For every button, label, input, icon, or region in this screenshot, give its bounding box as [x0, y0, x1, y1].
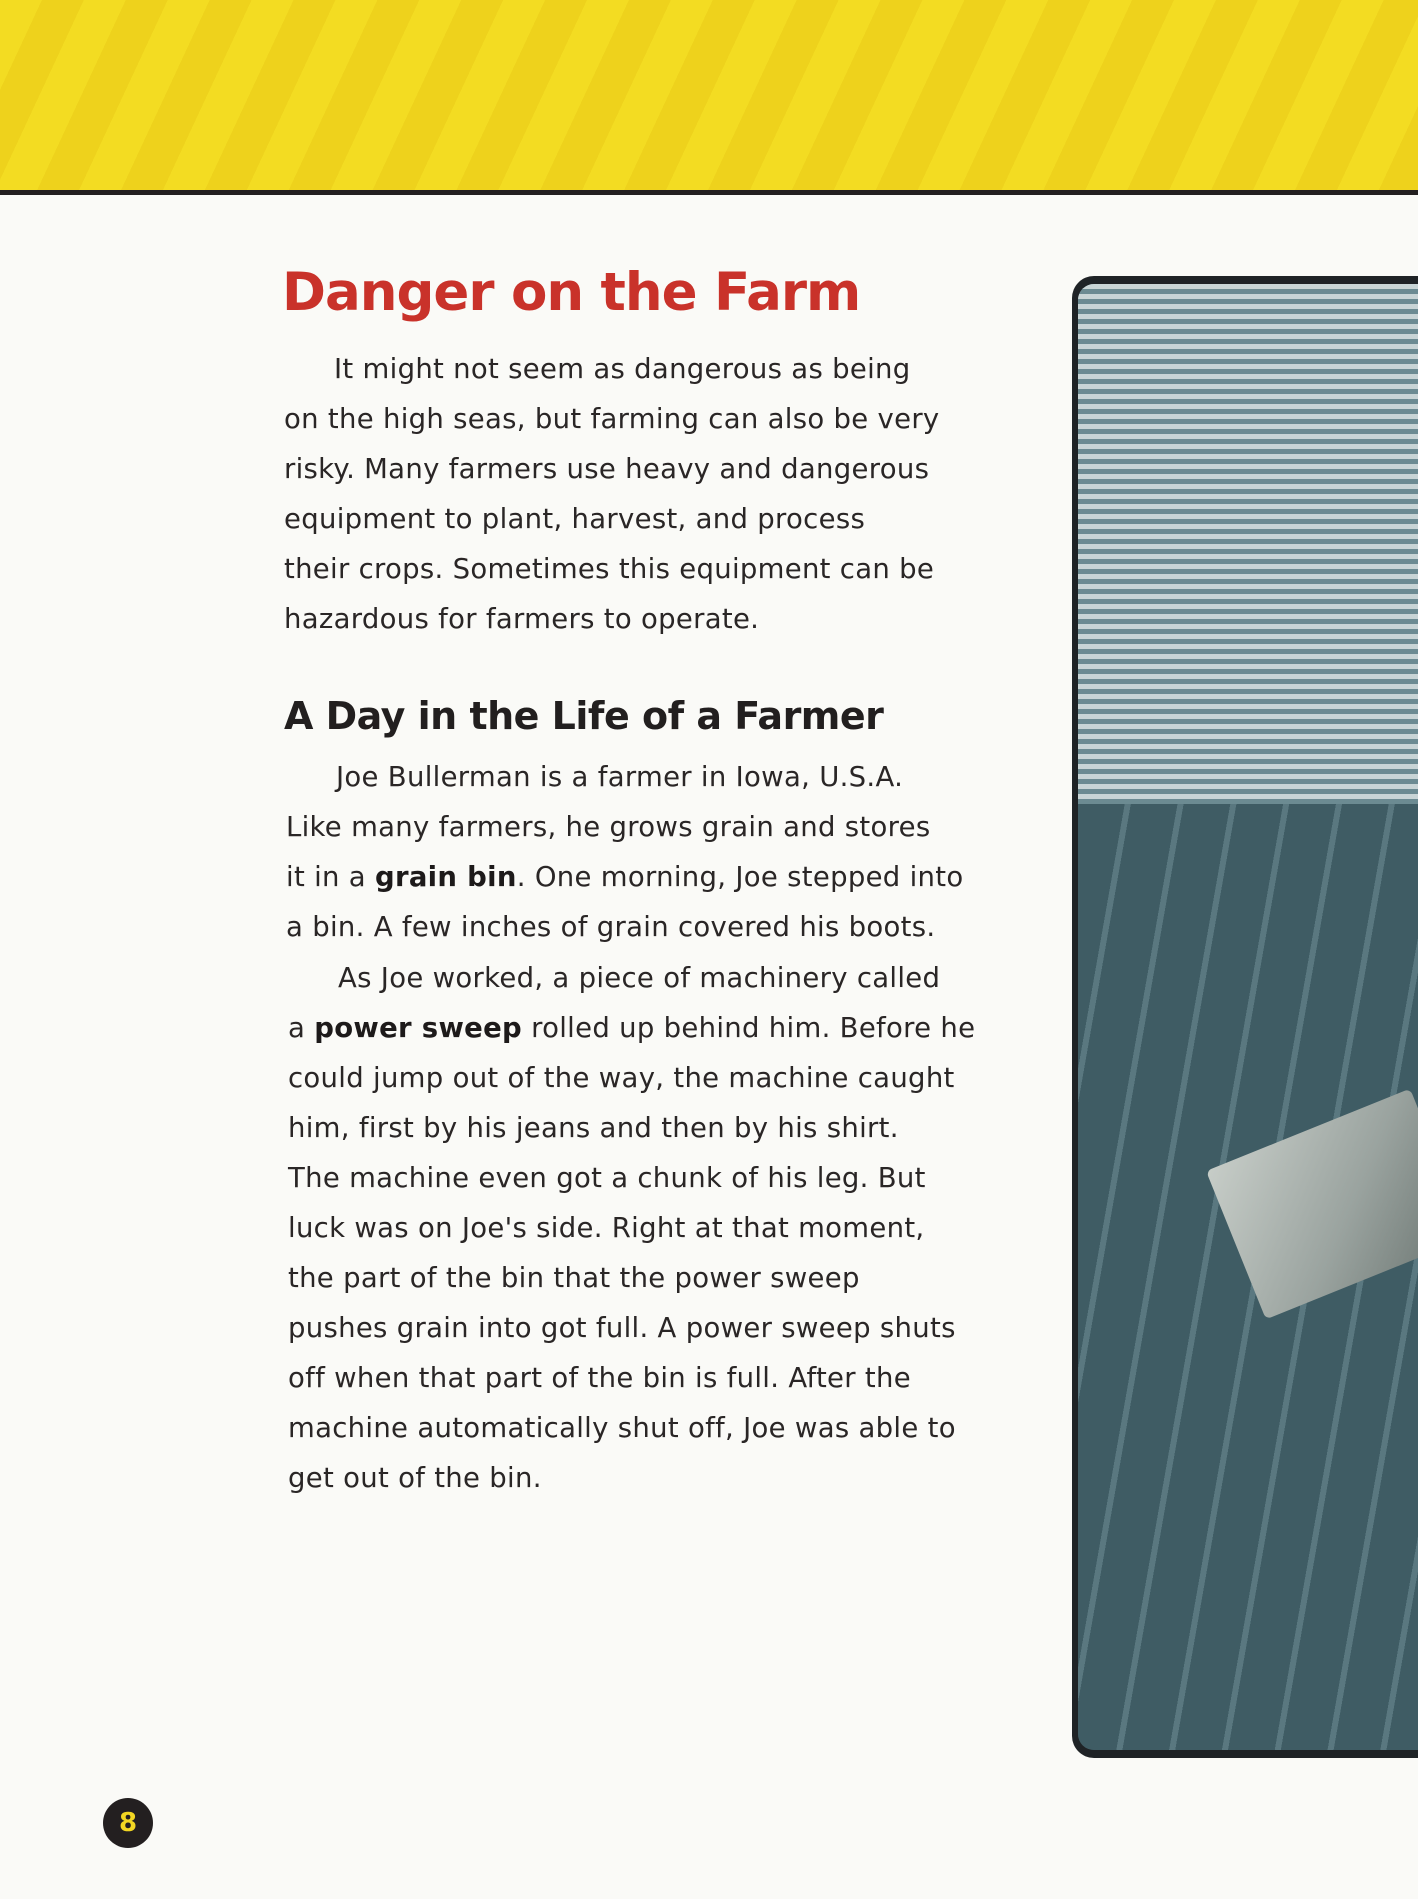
story-line: a bin. A few inches of grain covered his boots.	[286, 911, 936, 943]
intro-line: their crops. Sometimes this equipment can be	[284, 553, 935, 585]
page-number-badge: 8	[103, 1798, 153, 1848]
story-line: machine automatically shut off, Joe was able to	[288, 1412, 956, 1444]
story-line: get out of the bin.	[288, 1462, 542, 1494]
story-line: Joe Bullerman is a farmer in Iowa, U.S.A.	[336, 761, 904, 793]
story-line: luck was on Joe's side. Right at that moment,	[288, 1212, 925, 1244]
intro-line: on the high seas, but farming can also be very	[284, 403, 940, 435]
story-text: a	[288, 1012, 315, 1044]
story-paragraph-1	[286, 752, 963, 952]
bin-wall-corrugation	[1078, 284, 1418, 804]
intro-line: hazardous for farmers to operate.	[284, 603, 760, 635]
intro-line: It might not seem as dangerous as being	[334, 353, 911, 385]
grain-bin-photo	[1078, 284, 1418, 1750]
story-line: him, first by his jeans and then by his shirt.	[288, 1112, 899, 1144]
intro-line: equipment to plant, harvest, and process	[284, 503, 866, 535]
story-line	[288, 1003, 975, 1053]
story-line: off when that part of the bin is full. After the	[288, 1362, 911, 1394]
glossary-term-grain-bin: grain bin	[374, 861, 517, 893]
intro-line: risky. Many farmers use heavy and dangerous	[284, 453, 930, 485]
header-rule	[0, 190, 1418, 195]
story-line	[286, 852, 963, 902]
story-line: The machine even got a chunk of his leg. But	[288, 1162, 926, 1194]
story-text: . One morning, Joe stepped into	[516, 861, 964, 893]
top-yellow-band	[0, 0, 1418, 192]
story-paragraph-2	[288, 953, 975, 1503]
intro-paragraph	[284, 344, 940, 644]
story-line: could jump out of the way, the machine caught	[288, 1062, 955, 1094]
glossary-term-power-sweep: power sweep	[314, 1012, 523, 1044]
section-subheading: A Day in the Life of a Farmer	[284, 694, 884, 738]
story-line: Like many farmers, he grows grain and stores	[286, 811, 931, 843]
story-text: it in a	[286, 861, 375, 893]
grain-bin-photo-frame	[1072, 276, 1418, 1758]
story-line: the part of the bin that the power sweep	[288, 1262, 860, 1294]
page-heading: Danger on the Farm	[282, 262, 861, 323]
story-line: pushes grain into got full. A power sweep shuts	[288, 1312, 956, 1344]
story-text: rolled up behind him. Before he	[522, 1012, 976, 1044]
story-line: As Joe worked, a piece of machinery called	[338, 962, 941, 994]
